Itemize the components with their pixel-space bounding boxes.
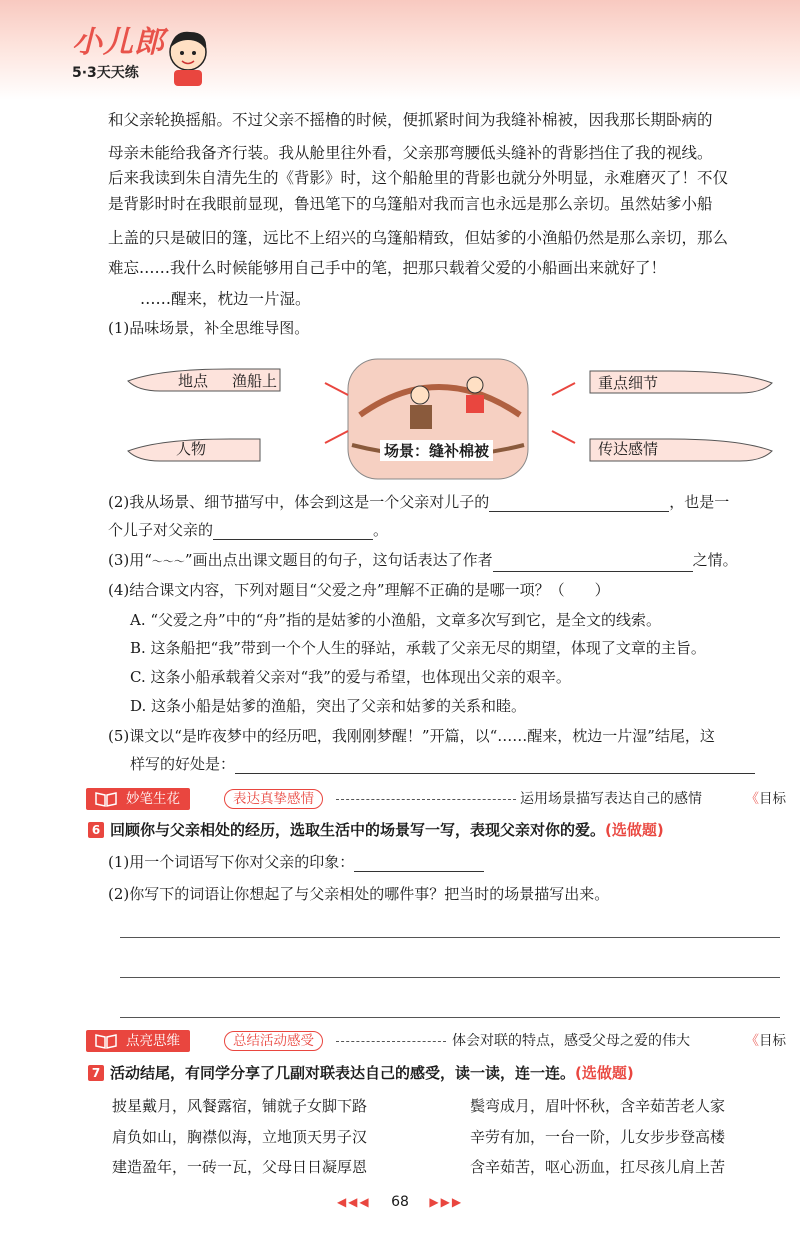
couplet-left[interactable]: 建造盈年，一砖一瓦，父母日日凝厚恩 — [112, 1158, 368, 1176]
q6-impression-blank[interactable] — [354, 855, 484, 872]
q5-text: 样写的好处是： — [130, 755, 236, 773]
q3-text-b: ”画出点出课文题目的句子，这句话表达了作者 — [184, 551, 493, 569]
q5-line1: (5)课文以“是昨夜梦中的经历吧，我刚刚梦醒！”开篇，以“……醒来，枕边一片湿”结尾，这 — [108, 727, 715, 745]
q2-text-d: 。 — [373, 521, 389, 539]
next-arrows-icon: ▶▶▶ — [429, 1195, 464, 1209]
passage-line: 难忘……我什么时候能够用自己手中的笔，把那只载着父爱的小船画出来就好了！ — [108, 259, 667, 277]
section-subtag: 表达真挚感情 — [224, 789, 323, 809]
passage-line: 后来我读到朱自清先生的《背影》时，这个船舱里的背影也就分外明显，永难磨灭了！不仅 — [108, 169, 729, 187]
q3-blank[interactable] — [493, 555, 693, 572]
mindmap-scene-label: 场景：缝补棉被 — [380, 440, 493, 461]
q2-text-b: ，也是一 — [669, 493, 730, 511]
page-number-bar — [0, 1194, 800, 1210]
section-tag — [86, 1030, 190, 1052]
passage-line: 上盖的只是破旧的篷，远比不上绍兴的乌篷船精致，但姑爹的小渔船仍然是那么亲切，那么 — [108, 229, 729, 247]
section-bar-thinking — [86, 1030, 786, 1052]
arrow-icon — [552, 431, 575, 443]
q5-line2 — [108, 754, 755, 774]
section-subtag: 总结活动感受 — [224, 1031, 323, 1051]
book-icon — [94, 1033, 118, 1049]
q2-line1 — [108, 492, 729, 512]
section-goal: 体会对联的特点，感受父母之爱的伟大 — [452, 1033, 690, 1049]
q3-text-c: 之情。 — [692, 551, 738, 569]
q6-sub2: (2)你写下的词语让你想起了与父亲相处的哪件事？把当时的场景描写出来。 — [108, 885, 610, 903]
q2-blank-1[interactable] — [489, 495, 669, 512]
q6-title — [88, 820, 664, 840]
goal-label: 《目标 — [745, 791, 786, 807]
q4-option-b[interactable]: B. 这条船把“我”带到一个个人生的驿站，承载了父亲无尽的期望，体现了文章的主旨。 — [130, 639, 706, 657]
couplet-right[interactable]: 鬓弯成月，眉叶怀秋，含辛茹苦老人家 — [470, 1097, 726, 1115]
section-tag-text: 点亮思维 — [126, 1033, 180, 1049]
section-tag-text: 妙笔生花 — [126, 791, 180, 807]
arrow-icon — [325, 431, 348, 443]
scene-illustration — [348, 359, 528, 479]
mindmap-people-label: 人物 — [176, 440, 207, 458]
q6-sub1-text: (1)用一个词语写下你对父亲的印象： — [108, 853, 355, 871]
mindmap-place-value: 渔船上 — [232, 372, 278, 390]
mindmap-place-label: 地点 — [178, 372, 209, 390]
passage-line: 是背影时时在我眼前显现，鲁迅笔下的乌篷船对我而言也永远是那么亲切。虽然姑爹小船 — [108, 195, 713, 213]
q6-sub1 — [108, 852, 484, 872]
arrow-icon — [325, 383, 348, 395]
passage-ending: ……醒来，枕边一片湿。 — [140, 290, 311, 308]
q6-title-text: 回顾你与父亲相处的经历，选取生活中的场景写一写，表现父亲对你的爱。 — [110, 821, 606, 839]
section-goal: 运用场景描写表达自己的感情 — [520, 791, 702, 807]
q7-number: 7 — [88, 1065, 104, 1081]
mindmap-detail-label: 重点细节 — [598, 374, 659, 392]
q3-line — [108, 550, 738, 572]
mindmap-feeling-label: 传达感情 — [598, 440, 659, 458]
section-tag — [86, 788, 190, 810]
mindmap — [120, 355, 780, 485]
logo-subtitle: 5·3天天练 — [72, 65, 139, 81]
q7-optional-tag: (选做题) — [575, 1064, 634, 1082]
writing-line[interactable] — [120, 937, 780, 938]
book-icon — [94, 791, 118, 807]
brand-logo — [72, 25, 165, 82]
page-number: 68 — [391, 1194, 409, 1210]
q4-option-d[interactable]: D. 这条小船是姑爹的渔船，突出了父亲和姑爹的关系和睦。 — [130, 697, 527, 715]
q2-line2 — [108, 520, 388, 540]
passage-line: 和父亲轮换摇船。不过父亲不摇橹的时候，便抓紧时间为我缝补棉被，因我那长期卧病的 — [108, 111, 713, 129]
q3-text-a: (3)用“ — [108, 551, 152, 569]
arrow-icon — [552, 383, 575, 395]
logo-title: 小儿郎 — [72, 25, 165, 60]
q2-blank-2[interactable] — [213, 523, 373, 540]
couplet-left[interactable]: 披星戴月，风餐露宿，铺就子女脚下路 — [112, 1097, 368, 1115]
writing-line[interactable] — [120, 977, 780, 978]
goal-label: 《目标 — [745, 1033, 786, 1049]
divider — [336, 799, 516, 800]
mascot-icon — [160, 26, 216, 88]
q4-option-a[interactable]: A. “父爱之舟”中的“舟”指的是姑爹的小渔船，文章多次写到它，是全文的线索。 — [130, 611, 662, 629]
q5-blank[interactable] — [235, 757, 755, 774]
passage-line: 母亲未能给我备齐行装。我从舱里往外看，父亲那弯腰低头缝补的背影挡住了我的视线。 — [108, 144, 713, 162]
couplet-right[interactable]: 辛劳有加，一台一阶，儿女步步登高楼 — [470, 1128, 726, 1146]
prev-arrows-icon: ◀◀◀ — [336, 1195, 371, 1209]
q6-number: 6 — [88, 822, 104, 838]
couplet-right[interactable]: 含辛茹苦，呕心沥血，扛尽孩儿肩上苦 — [470, 1158, 726, 1176]
writing-line[interactable] — [120, 1017, 780, 1018]
q7-title-text: 活动结尾，有同学分享了几副对联表达自己的感受，读一读，连一连。 — [110, 1064, 576, 1082]
section-bar-writing — [86, 788, 786, 810]
divider — [336, 1041, 446, 1042]
q1-prompt: (1)品味场景，补全思维导图。 — [108, 319, 310, 337]
q6-optional-tag: (选做题) — [605, 821, 664, 839]
q7-title — [88, 1063, 634, 1083]
wavy-mark: ～～～ — [151, 555, 185, 568]
q2-text-c: 个儿子对父亲的 — [108, 521, 214, 539]
q4-prompt: (4)结合课文内容，下列对题目“父爱之舟”理解不正确的是哪一项？（ ） — [108, 581, 610, 599]
q4-option-c[interactable]: C. 这条小船承载着父亲对“我”的爱与希望，也体现出父亲的艰辛。 — [130, 668, 571, 686]
q2-text-a: (2)我从场景、细节描写中，体会到这是一个父亲对儿子的 — [108, 493, 490, 511]
couplet-left[interactable]: 肩负如山，胸襟似海，立地顶天男子汉 — [112, 1128, 368, 1146]
